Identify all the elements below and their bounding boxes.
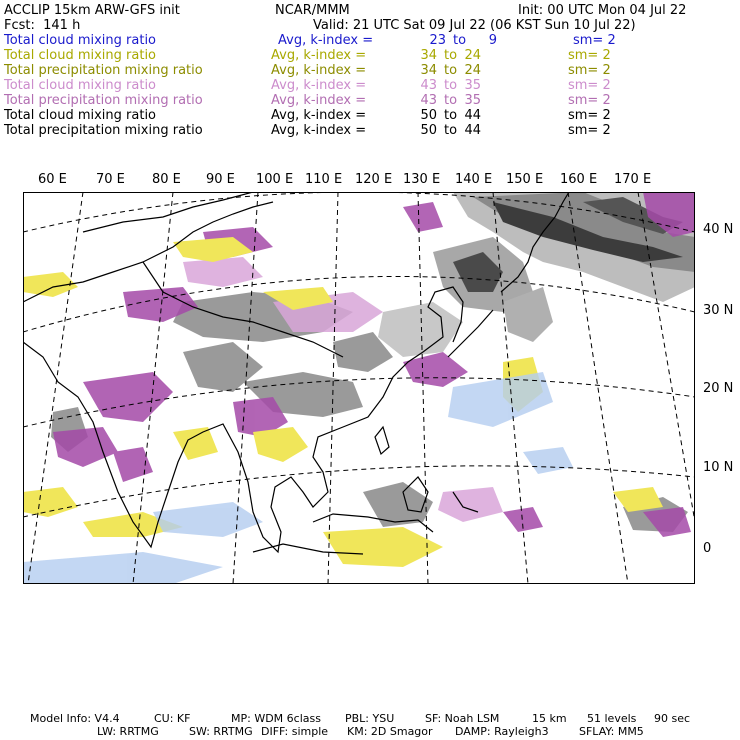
legend-k-end: 44 (464, 108, 481, 123)
legend-field-name: Total precipitation mixing ratio (4, 123, 203, 138)
legend-smoothing: sm= 2 (568, 108, 611, 123)
footer-item: Model Info: V4.4 (30, 712, 120, 725)
lat-label: 0 (703, 541, 712, 556)
lon-label: 100 E (256, 172, 294, 187)
legend-k-end: 24 (464, 63, 481, 78)
legend-field-name: Total precipitation mixing ratio (4, 93, 203, 108)
producer-label: NCAR/MMM (275, 3, 350, 18)
legend-smoothing: sm= 2 (568, 48, 611, 63)
legend-to: to (444, 48, 458, 63)
legend-smoothing: sm= 2 (568, 93, 611, 108)
lon-label: 110 E (305, 172, 343, 187)
legend-k-start: 23 (429, 33, 446, 48)
legend-k-start: 34 (420, 63, 437, 78)
legend-smoothing: sm= 2 (568, 123, 611, 138)
init-time: Init: 00 UTC Mon 04 Jul 22 (518, 3, 687, 18)
lat-label: 10 N (703, 460, 734, 475)
legend-to: to (444, 108, 458, 123)
legend-avg-label: Avg, k-index = (271, 123, 367, 138)
legend-field-name: Total precipitation mixing ratio (4, 63, 203, 78)
footer-item: CU: KF (154, 712, 191, 725)
legend-avg-label: Avg, k-index = (271, 78, 367, 93)
legend-avg-label: Avg, k-index = (271, 63, 367, 78)
lon-label: 160 E (560, 172, 598, 187)
footer-item: DAMP: Rayleigh3 (455, 725, 549, 738)
lon-label: 80 E (152, 172, 181, 187)
lon-label: 70 E (96, 172, 125, 187)
lon-label: 170 E (614, 172, 652, 187)
lat-label: 30 N (703, 303, 734, 318)
legend-field-name: Total cloud mixing ratio (4, 48, 157, 63)
footer-item: DIFF: simple (261, 725, 329, 738)
footer-item: 15 km (532, 712, 567, 725)
footer-item: SW: RRTMG (189, 725, 253, 738)
lat-label: 40 N (703, 222, 734, 237)
footer-item: PBL: YSU (345, 712, 395, 725)
legend-to: to (444, 123, 458, 138)
legend-k-end: 44 (464, 123, 481, 138)
legend-field-name: Total cloud mixing ratio (4, 33, 157, 48)
legend-to: to (444, 78, 458, 93)
valid-time: Valid: 21 UTC Sat 09 Jul 22 (06 KST Sun 10 Jul 22) (313, 18, 636, 33)
legend-smoothing: sm= 2 (573, 33, 616, 48)
map-title: ACCLIP 15km ARW-GFS init (4, 3, 180, 18)
legend-avg-label: Avg, k-index = (271, 48, 367, 63)
legend-to: to (444, 63, 458, 78)
legend-field-name: Total cloud mixing ratio (4, 78, 157, 93)
legend-to: to (453, 33, 467, 48)
footer-item: 90 sec (654, 712, 691, 725)
legend-avg-label: Avg, k-index = (271, 93, 367, 108)
footer-item: LW: RRTMG (97, 725, 159, 738)
legend-field-name: Total cloud mixing ratio (4, 108, 157, 123)
lon-label: 60 E (38, 172, 67, 187)
legend-smoothing: sm= 2 (568, 63, 611, 78)
legend-avg-label: Avg, k-index = (278, 33, 374, 48)
legend-k-start: 43 (420, 78, 437, 93)
map-panel (23, 192, 695, 584)
legend-k-end: 24 (464, 48, 481, 63)
footer-item: MP: WDM 6class (231, 712, 321, 725)
footer-item: 51 levels (587, 712, 637, 725)
legend-k-end: 9 (488, 33, 497, 48)
legend-to: to (444, 93, 458, 108)
footer-item: SF: Noah LSM (425, 712, 500, 725)
legend-avg-label: Avg, k-index = (271, 108, 367, 123)
legend-k-start: 34 (420, 48, 437, 63)
lon-label: 90 E (206, 172, 235, 187)
legend-smoothing: sm= 2 (568, 78, 611, 93)
forecast-hour: Fcst: 141 h (4, 18, 81, 33)
lon-label: 120 E (355, 172, 393, 187)
lon-label: 150 E (506, 172, 544, 187)
legend-k-start: 50 (420, 108, 437, 123)
legend-k-start: 43 (420, 93, 437, 108)
legend-k-end: 35 (464, 93, 481, 108)
legend-k-start: 50 (420, 123, 437, 138)
footer-item: KM: 2D Smagor (347, 725, 433, 738)
legend-k-end: 35 (464, 78, 481, 93)
lon-label: 140 E (455, 172, 493, 187)
footer-item: SFLAY: MM5 (579, 725, 644, 738)
lat-label: 20 N (703, 381, 734, 396)
lon-label: 130 E (403, 172, 441, 187)
